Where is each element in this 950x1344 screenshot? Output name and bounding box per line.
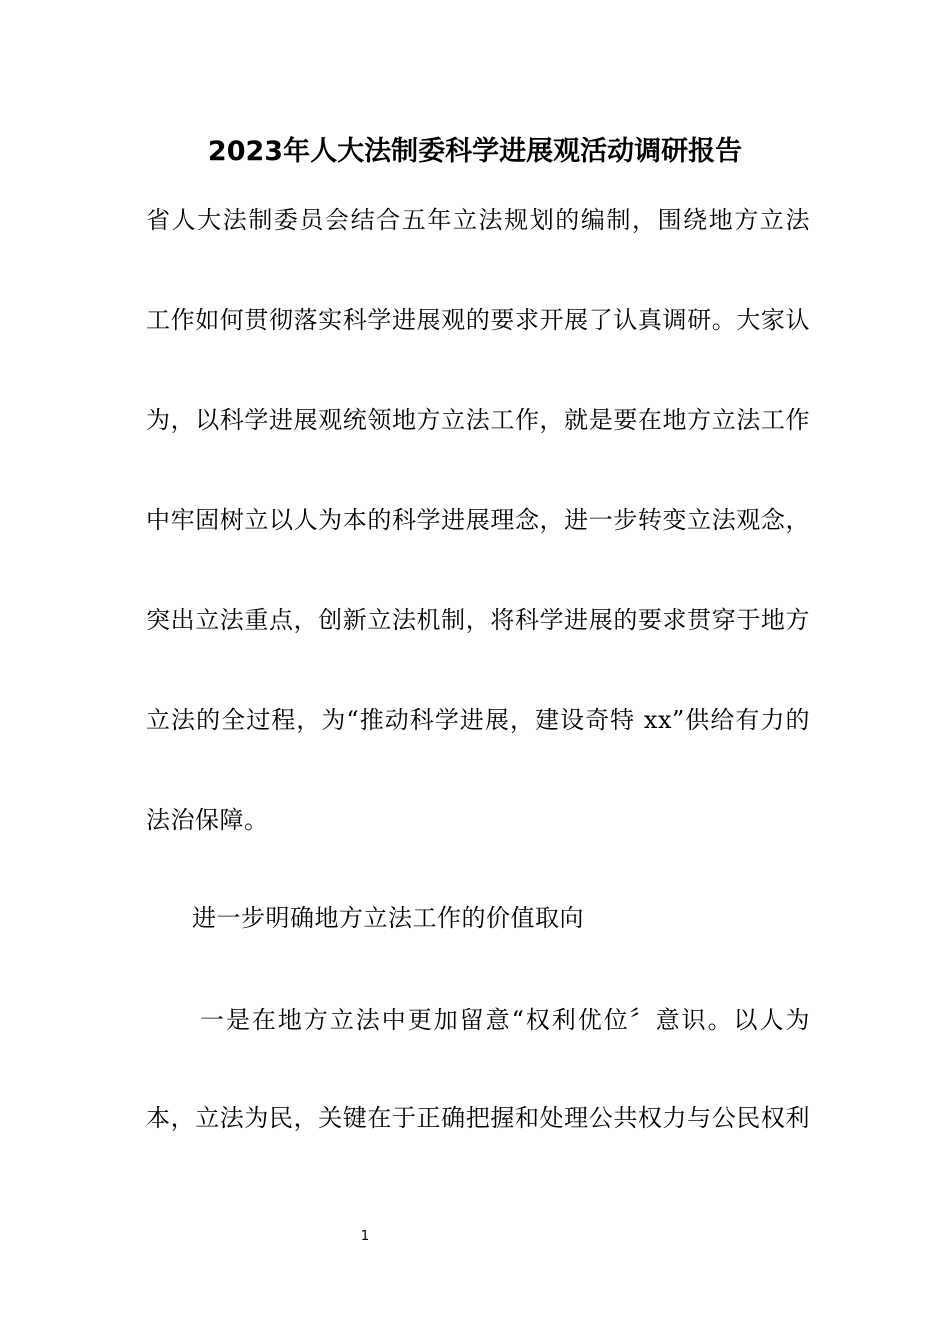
page-number: 1 bbox=[360, 1229, 370, 1244]
section-heading: 进一步明确地方立法工作的价值取向 bbox=[192, 904, 584, 932]
paragraph-line: 突出立法重点，创新立法机制，将科学进展的要求贯穿于地方 bbox=[146, 606, 810, 634]
paragraph-line: 中牢固树立以人为本的科学进展理念，进一步转变立法观念， bbox=[146, 506, 810, 534]
paragraph-line: 一是在地方立法中更加留意“权利优位〞意识。以人为 bbox=[200, 1006, 810, 1034]
paragraph-line: 为，以科学进展观统领地方立法工作，就是要在地方立法工作 bbox=[146, 406, 810, 434]
paragraph-line: 本，立法为民，关键在于正确把握和处理公共权力与公民权利 bbox=[146, 1104, 810, 1132]
document-title: 2023年人大法制委科学进展观活动调研报告 bbox=[207, 136, 743, 167]
paragraph-line: 立法的全过程，为“推动科学进展，建设奇特 xx”供给有力的 bbox=[146, 706, 810, 734]
paragraph-line: 省人大法制委员会结合五年立法规划的编制，围绕地方立法 bbox=[146, 206, 810, 234]
paragraph-line: 法治保障。 bbox=[146, 806, 269, 834]
paragraph-line: 工作如何贯彻落实科学进展观的要求开展了认真调研。大家认 bbox=[146, 306, 810, 334]
